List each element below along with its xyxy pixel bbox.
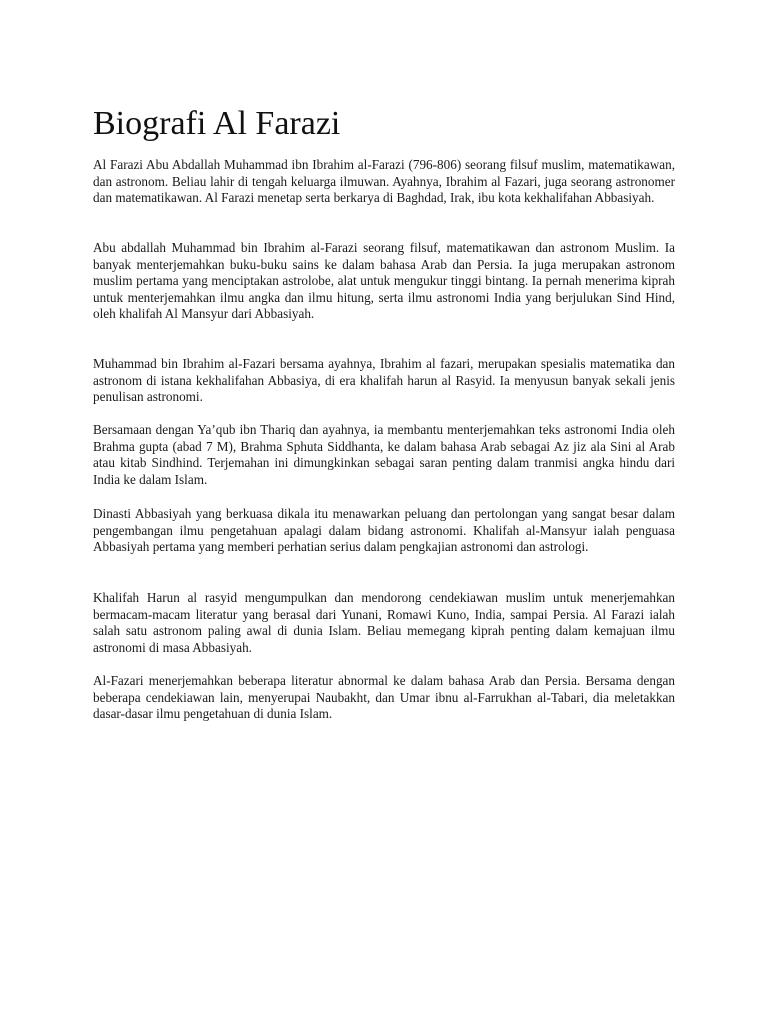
paragraph-1: Al Farazi Abu Abdallah Muhammad ibn Ibrahim al-Farazi (796-806) seorang filsuf muslim, matematikawan, dan astronom. Beliau lahir di tengah keluarga ilmuwan. Ayahnya, Ibrahim al Fazari, juga seorang astronomer dan matematikawan. Al Farazi menetap serta berkarya di Baghdad, Irak, ibu kota kekhalifahan Abbasiyah. [93,157,675,205]
paragraph-6: Khalifah Harun al rasyid mengumpulkan dan mendorong cendekiawan muslim untuk menerjemahkan bermacam-macam literatur yang berasal dari Yunani, Romawi Kuno, India, sampai Persia. Al Farazi ialah salah satu astronom paling awal di dunia Islam. Beliau memegang kiprah penting dalam kemajuan ilmu astronomi di masa Abbasiyah. [93,590,675,655]
paragraph-7: Al-Fazari menerjemahkan beberapa literatur abnormal ke dalam bahasa Arab dan Persia. Bersama dengan beberapa cendekiawan lain, menyerupai Naubakht, dan Umar ibnu al-Farrukhan al-Tabari, dia meletakkan dasar-dasar ilmu pengetahuan di dunia Islam. [93,673,675,721]
paragraph-3: Muhammad bin Ibrahim al-Fazari bersama ayahnya, Ibrahim al fazari, merupakan spesialis matematika dan astronom di istana kekhalifahan Abbasiya, di era khalifah harun al Rasyid. Ia menyusun banyak sekali jenis penulisan astronomi. [93,356,675,404]
paragraph-2: Abu abdallah Muhammad bin Ibrahim al-Farazi seorang filsuf, matematikawan dan astronom Muslim. Ia banyak menterjemahkan buku-buku sains ke dalam bahasa Arab dan Persia. Ia juga merupakan astronom muslim pertama yang menciptakan astrolobe, alat untuk mengukur tinggi bintang. Ia pernah menerima kiprah untuk menterjemahkan ilmu angka dan ilmu hitung, serta ilmu astronomi India yang berjulukan Sind Hind, oleh khalifah Al Mansyur dari Abbasiyah. [93,240,675,321]
paragraph-4: Bersamaan dengan Ya’qub ibn Thariq dan ayahnya, ia membantu menterjemahkan teks astronomi India oleh Brahma gupta (abad 7 M), Brahma Sphuta Siddhanta, ke dalam bahasa Arab sebagai Az jiz ala Sini al Arab atau kitab Sindhind. Terjemahan ini dimungkinkan sebagai saran penting dalam tranmisi angka hindu dari India ke dalam Islam. [93,422,675,487]
document-title: Biografi Al Farazi [93,105,341,142]
paragraph-5: Dinasti Abbasiyah yang berkuasa dikala itu menawarkan peluang dan pertolongan yang sangat besar dalam pengembangan ilmu pengetahuan apalagi dalam bidang astronomi. Khalifah al-Mansyur ialah penguasa Abbasiyah pertama yang memberi perhatian serius dalam pengkajian astronomi dan astrologi. [93,506,675,554]
